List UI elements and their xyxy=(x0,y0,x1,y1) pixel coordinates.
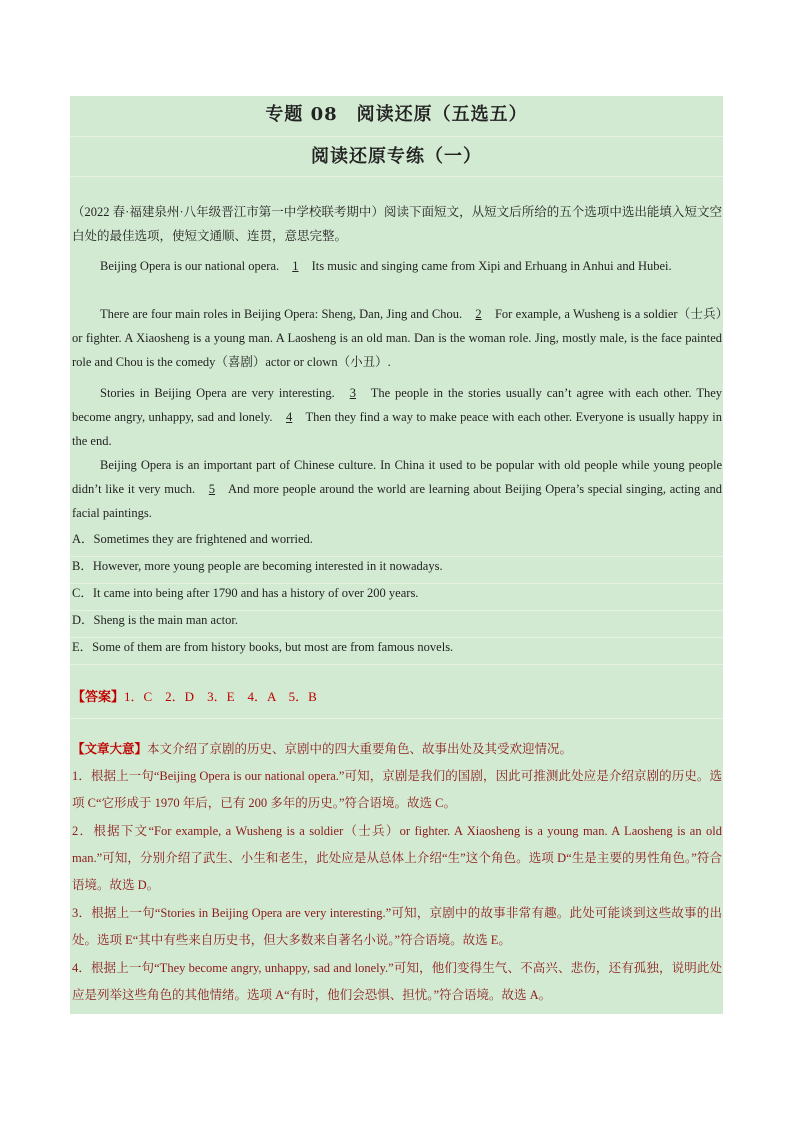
passage-paragraph-1 xyxy=(72,254,722,278)
passage-text: Its music and singing came from Xipi and Erhuang in Anhui and Hubei. xyxy=(311,259,672,273)
option-a: A．Sometimes they are frightened and worried. xyxy=(72,532,313,546)
rule-line xyxy=(70,176,723,177)
intro-text: （2022 春·福建泉州·八年级晋江市第一中学校联考期中）阅读下面短文，从短文后所给的五个选项中选出能填入短文空白处的最佳选项，使短文通顺、连贯，意思完整。 xyxy=(72,205,722,243)
page-subtitle: 阅读还原专练（一） xyxy=(311,146,482,167)
blank-2: 2 xyxy=(475,307,482,321)
option-c: C．It came into being after 1790 and has a history of over 200 years. xyxy=(72,586,419,600)
explanation-item-3: 3．根据上一句“Stories in Beijing Opera are very interesting.”可知，京剧中的故事非常有趣。此处可能谈到这些故事的出处。选项 E“其中有些来自历史书，但大多数来自著名小说。”符合语境。故选 E。 xyxy=(72,906,722,947)
blank-3: 3 xyxy=(349,386,356,400)
page-title: 专题 08 阅读还原（五选五） xyxy=(265,104,528,125)
document-page xyxy=(70,96,723,1014)
passage-paragraph-3 xyxy=(72,381,722,453)
passage-paragraph-2 xyxy=(72,302,722,374)
blank-5: 5 xyxy=(208,482,216,496)
explanation-item-1: 1．根据上一句“Beijing Opera is our national opera.”可知，京剧是我们的国剧，因此可推测此处应是介绍京剧的历史。选项 C“它形成于 1970 年后，已有 200 多年的历史。”符合语境。故选 C。 xyxy=(72,769,722,810)
answer-line xyxy=(72,686,317,705)
rule-line xyxy=(70,136,723,137)
explanation-item-2: 2．根据下文“For example, a Wusheng is a soldier（士兵）or fighter. A Xiaosheng is a young man. A Laosheng is an old man.”可知，分别介绍了武生、小生和老生，此处应是从总体上介绍“生”这个角色。选项 D“生是主要的男性角色。”符合语境。故选 D。 xyxy=(72,824,722,892)
explanation-label: 【文章大意】 xyxy=(72,742,148,756)
passage-text: The people in the stories usually can’t agree with each other. They become angry, unhappy, sad and lonely. xyxy=(72,386,722,424)
passage-text: Beijing Opera is our national opera. xyxy=(100,259,280,273)
blank-4: 4 xyxy=(285,410,293,424)
passage-text: Beijing Opera is an important part of Chinese culture. In China it used to be popular with old people while young people didn’t like it very much. xyxy=(72,458,722,496)
passage-text: Then they find a way to make peace with each other. Everyone is usually happy in the end. xyxy=(72,410,723,448)
rule-line xyxy=(70,718,723,719)
passage-text: There are four main roles in Beijing Opera: Sheng, Dan, Jing and Chou. xyxy=(100,307,463,321)
option-b: B．However, more young people are becoming interested in it nowadays. xyxy=(72,559,443,573)
answer-label: 【答案】 xyxy=(72,689,125,704)
passage-paragraph-4 xyxy=(72,453,722,525)
passage-text: And more people around the world are learning about Beijing Opera’s special singing, acting and facial paintings. xyxy=(72,482,722,520)
explanation-item-4: 4．根据上一句“They become angry, unhappy, sad and lonely.”可知，他们变得生气、不高兴、悲伤，还有孤独，说明此处应是列举这些角色的其他情绪。选项 A“有时，他们会恐惧、担忧。”符合语境。故选 A。 xyxy=(72,961,722,1002)
rule-line xyxy=(70,664,723,665)
answer-text: 1．C 2．D 3．E 4．A 5．B xyxy=(124,689,317,704)
blank-1: 1 xyxy=(292,259,299,273)
option-d: D．Sheng is the main man actor. xyxy=(72,613,238,627)
option-e: E．Some of them are from history books, but most are from famous novels. xyxy=(72,640,454,654)
summary-text: 本文介绍了京剧的历史、京剧中的四大重要角色、故事出处及其受欢迎情况。 xyxy=(147,742,573,756)
passage-text: Stories in Beijing Opera are very interesting. xyxy=(100,386,335,400)
passage-text: For example, a Wusheng is a soldier（士兵）or fighter. A Xiaosheng is a young man. A Laosheng is an old man. Dan is the woman role. Jing, mostly male, is the face painted role and Chou is the comedy（喜剧）actor or clown（小丑）. xyxy=(72,307,723,369)
explanation-summary xyxy=(72,736,722,763)
